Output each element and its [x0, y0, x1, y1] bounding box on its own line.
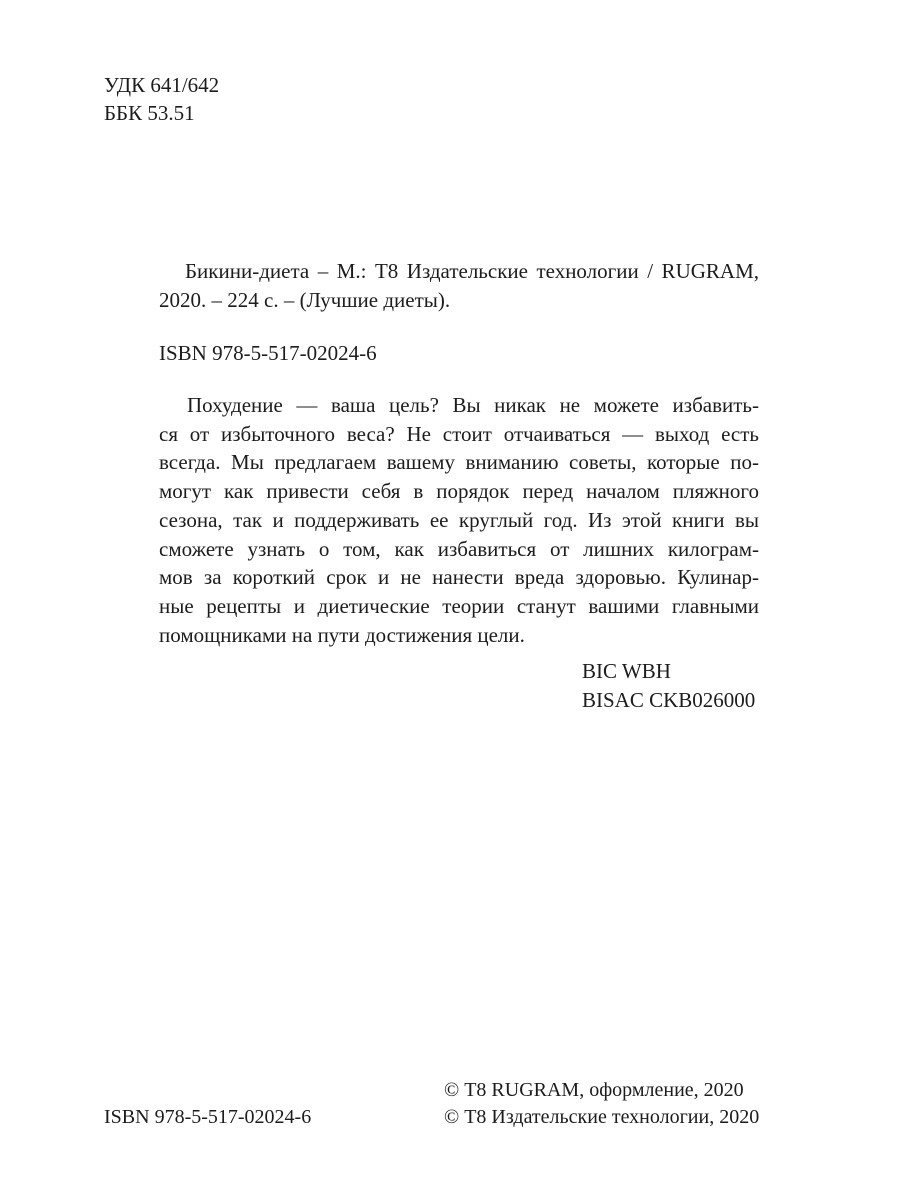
annotation-line: мов за короткий срок и не нанести вреда здоровью. Кулинар- — [159, 565, 759, 590]
bic-code: BIC WBH — [582, 659, 671, 683]
annotation — [159, 391, 759, 649]
isbn-bottom: ISBN 978-5-517-02024-6 — [104, 1106, 312, 1128]
annotation-line: Похудение — ваша цель? Вы никак не можете избавить- — [187, 393, 759, 417]
annotation-line: всегда. Мы предлагаем вашему вниманию советы, которые по- — [159, 450, 759, 475]
annotation-line: ся от избыточного веса? Не стоит отчаиваться — выход есть — [159, 421, 759, 446]
udk-code: УДК 641/642 — [104, 73, 220, 97]
annotation-line: сезона, так и поддерживать ее круглый год. Из этой книги вы — [159, 507, 759, 532]
annotation-line: ные рецепты и диетические теории станут вашими главными — [159, 593, 759, 618]
annotation-line: могут как привести себя в порядок перед началом пляжного — [159, 479, 759, 504]
annotation-line: помощниками на пути достижения цели. — [159, 622, 525, 647]
bibliographic-record: Бикини-диета – М.: Т8 Издательские технологии / RUGRAM, 2020. – 224 с. – (Лучшие диеты). — [159, 259, 759, 312]
classification-codes — [104, 71, 219, 127]
bisac-code: BISAC CKB026000 — [582, 688, 756, 712]
subject-classification — [582, 657, 755, 715]
annotation-line: сможете узнать о том, как избавиться от лишних килограм- — [159, 536, 759, 561]
copyright-line: © Т8 RUGRAM, оформление, 2020 — [444, 1079, 744, 1101]
copyright-block — [444, 1077, 759, 1131]
isbn-main: ISBN 978-5-517-02024-6 — [159, 341, 377, 365]
copyright-line: © Т8 Издательские технологии, 2020 — [444, 1106, 760, 1128]
bbk-code: ББК 53.51 — [104, 101, 195, 125]
